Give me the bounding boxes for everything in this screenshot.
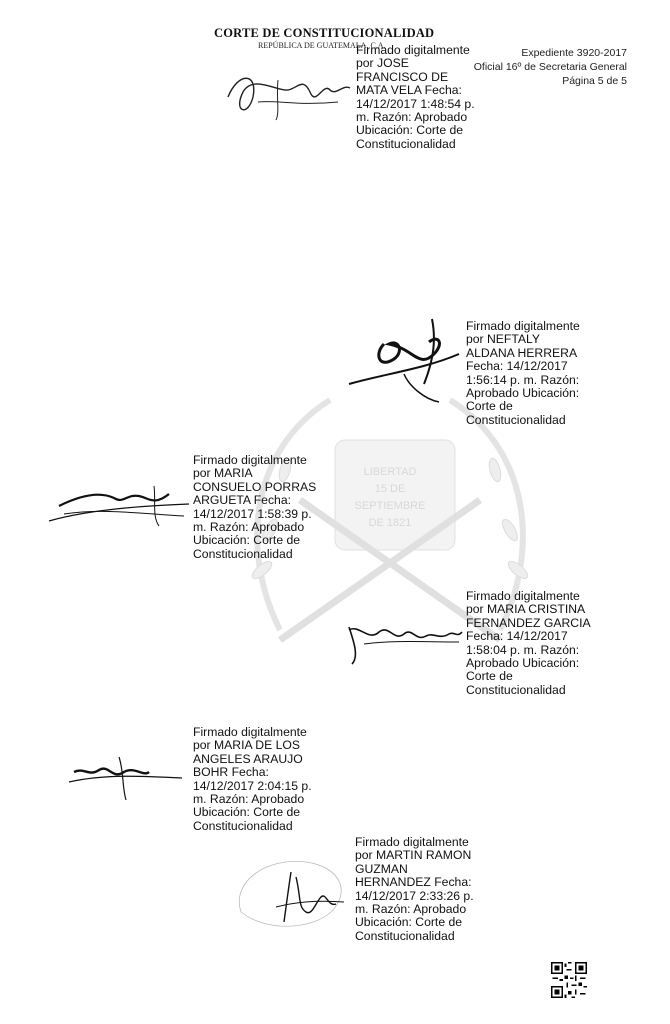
signature-text: Firmado digitalmente por MARTIN RAMON GUZMAN HERNANDEZ Fecha: 14/12/2017 2:33:26 p. m. Razón: Aprobado Ubicación: Corte de Constitucionalidad: [355, 835, 474, 943]
court-title: CORTE DE CONSTITUCIONALIDAD: [214, 26, 435, 40]
signature-text: Firmado digitalmente por NEFTALY ALDANA HERRERA Fecha: 14/12/2017 1:56:14 p. m. Razón: Aprobado Ubicación: Corte de Constitucionalidad: [466, 319, 580, 427]
signature-image: [344, 612, 464, 666]
signature-text: Firmado digitalmente por MARIA CRISTINA FERNANDEZ GARCIA Fecha: 14/12/2017 1:58:04 p. m. Razón: Aprobado Ubicación: Corte de Constitucionalidad: [466, 589, 591, 697]
signature-image: [226, 852, 356, 934]
oficial-label: Oficial 16º de Secretaria General: [473, 61, 627, 73]
signature-image: [44, 476, 194, 532]
signature-image: [218, 62, 358, 124]
expediente-number: Expediente 3920-2017: [521, 47, 627, 59]
page-number: Página 5 de 5: [562, 75, 627, 87]
signature-text: Firmado digitalmente por MARIA CONSUELO PORRAS ARGUETA Fecha: 14/12/2017 1:58:39 p. m. Razón: Aprobado Ubicación: Corte de Constitucionalidad: [193, 453, 317, 561]
signature-text: Firmado digitalmente por MARIA DE LOS ANGELES ARAUJO BOHR Fecha: 14/12/2017 2:04:15 p. m. Razón: Aprobado Ubicación: Corte de Constitucionalidad: [193, 725, 312, 833]
seal-line-3: SEPTIEMBRE: [354, 500, 426, 512]
seal-line-4: DE 1821: [368, 517, 412, 529]
seal-line-2: 15 DE: [374, 483, 406, 495]
signature-image: [64, 752, 184, 804]
signature-image: [344, 314, 464, 410]
court-subtitle: REPÚBLICA DE GUATEMALA, C.A.: [258, 41, 386, 50]
qr-code-icon: [551, 962, 587, 998]
seal-line-1: LIBERTAD: [363, 466, 417, 478]
signature-text: Firmado digitalmente por JOSE FRANCISCO DE MATA VELA Fecha: 14/12/2017 1:48:54 p. m. Razón: Aprobado Ubicación: Corte de Constitucionalidad: [356, 43, 475, 151]
